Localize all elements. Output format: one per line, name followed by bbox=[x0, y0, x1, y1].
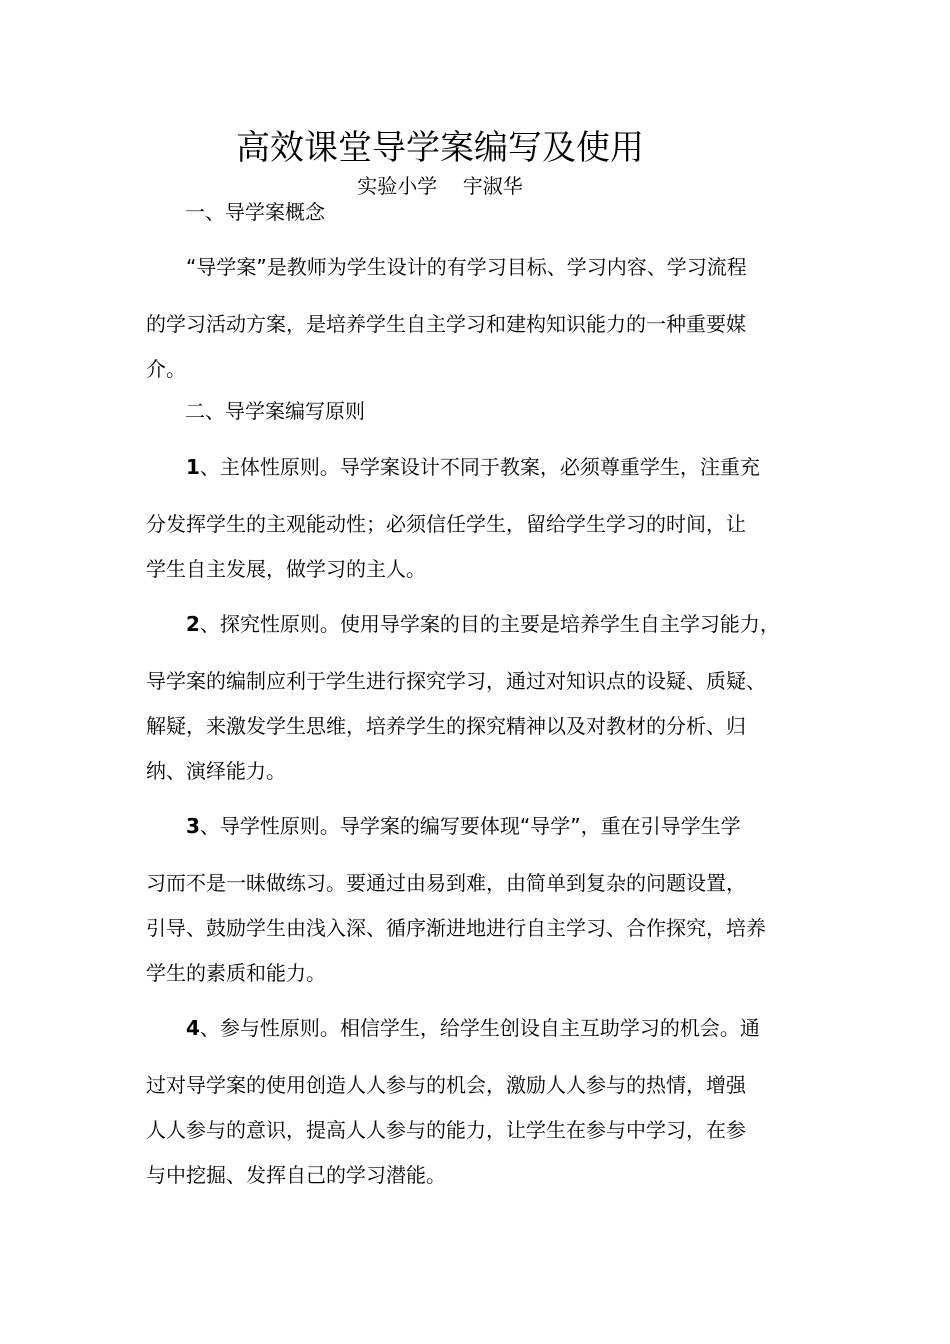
document-title: 高效课堂导学案编写及使用 bbox=[236, 128, 644, 168]
principle-number: 2 bbox=[186, 612, 200, 636]
paragraph-line: 学生的素质和能力。 bbox=[146, 961, 326, 985]
section-heading-concept: 一、导学案概念 bbox=[185, 200, 325, 224]
paragraph-line: 习而不是一昧做练习。要通过由易到难，由简单到复杂的问题设置， bbox=[146, 871, 746, 895]
paragraph-line: 引导、鼓励学生由浅入深、循序渐进地进行自主学习、合作探究，培养 bbox=[146, 916, 766, 940]
paragraph-line: 与中挖掘、发挥自己的学习潜能。 bbox=[146, 1163, 446, 1187]
principle-1-first-line bbox=[186, 452, 760, 482]
paragraph-line: 过对导学案的使用创造人人参与的机会，激励人人参与的热情，增强 bbox=[146, 1073, 746, 1097]
principle-text: 、导学性原则。导学案的编写要体现“导学”，重在引导学生学 bbox=[199, 814, 741, 838]
principle-3-first-line bbox=[186, 811, 741, 841]
principle-4-first-line bbox=[186, 1013, 760, 1043]
paragraph-line: 介。 bbox=[146, 357, 186, 381]
principle-2-first-line bbox=[186, 609, 780, 639]
principle-number: 4 bbox=[186, 1016, 200, 1040]
paragraph-line: 学生自主发展，做学习的主人。 bbox=[146, 557, 426, 581]
paragraph-line: 纳、演绎能力。 bbox=[146, 759, 286, 783]
principle-text: 、探究性原则。使用导学案的目的主要是培养学生自主学习能力， bbox=[199, 612, 780, 636]
author-line: 实验小学 宇淑华 bbox=[357, 174, 523, 198]
paragraph-line: 解疑，来激发学生思维，培养学生的探究精神以及对教材的分析、归 bbox=[146, 714, 746, 738]
paragraph-line: 的学习活动方案，是培养学生自主学习和建构知识能力的一种重要媒 bbox=[146, 312, 746, 336]
principle-number: 3 bbox=[186, 814, 200, 838]
paragraph-line: 人人参与的意识，提高人人参与的能力，让学生在参与中学习，在参 bbox=[146, 1118, 746, 1142]
principle-number: 1 bbox=[186, 455, 200, 479]
principle-text: 、参与性原则。相信学生，给学生创设自主互助学习的机会。通 bbox=[199, 1016, 760, 1040]
paragraph-line: 分发挥学生的主观能动性；必须信任学生，留给学生学习的时间，让 bbox=[146, 512, 746, 536]
principle-text: 、主体性原则。导学案设计不同于教案，必须尊重学生，注重充 bbox=[199, 455, 760, 479]
section-heading-principles: 二、导学案编写原则 bbox=[185, 399, 365, 423]
paragraph-line: 导学案的编制应利于学生进行探究学习，通过对知识点的设疑、质疑、 bbox=[146, 669, 766, 693]
paragraph-line: “导学案”是教师为学生设计的有学习目标、学习内容、学习流程 bbox=[186, 255, 747, 279]
